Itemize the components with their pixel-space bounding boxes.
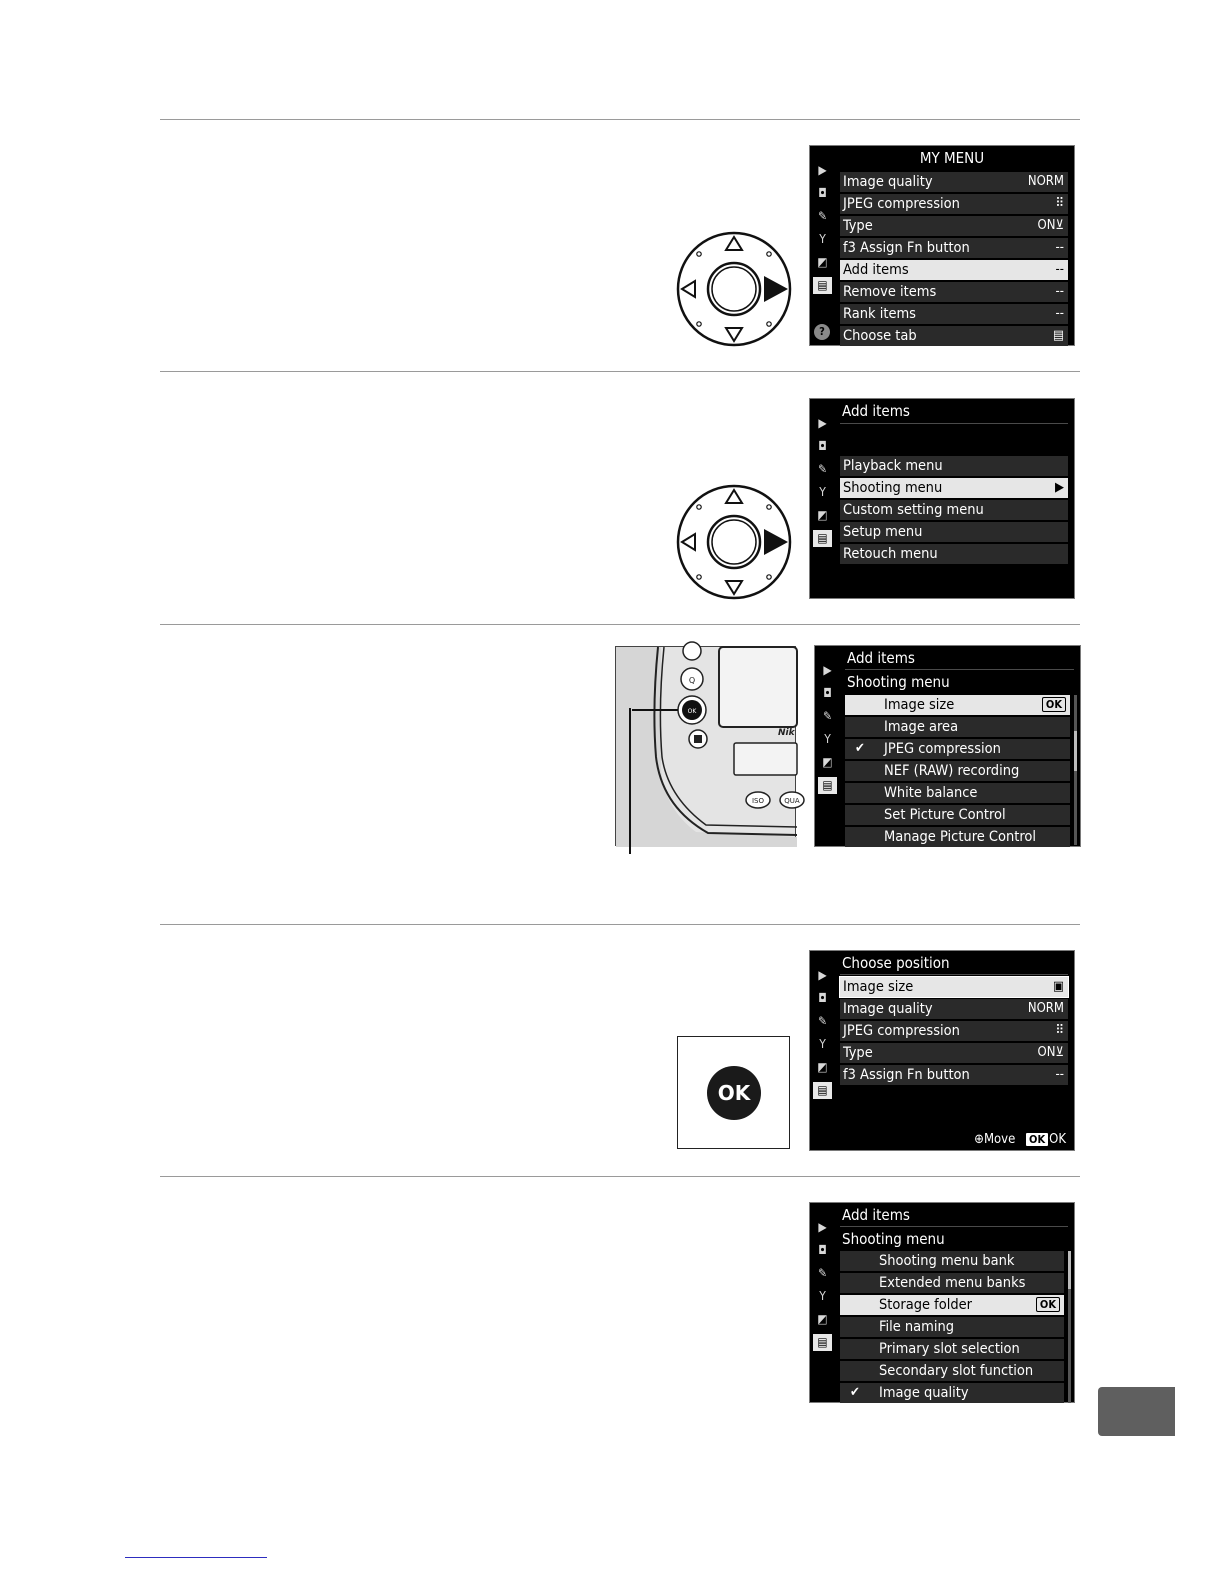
item-label: Shooting menu bank (879, 1253, 1015, 1269)
menu-item[interactable] (840, 1361, 1064, 1381)
menu-tabs (810, 146, 836, 345)
menu-item[interactable] (845, 805, 1070, 825)
menu-item-selected[interactable] (840, 478, 1068, 498)
pencil-icon[interactable]: ✎ (822, 709, 833, 723)
wrench-icon[interactable]: Y (819, 232, 826, 246)
choose-position-screen (809, 950, 1075, 1151)
item-label: Storage folder (879, 1297, 973, 1313)
item-label: White balance (884, 785, 978, 801)
screen-title: Add items (842, 402, 910, 420)
qual-text: QUA (784, 797, 800, 805)
add-items-screen (809, 398, 1075, 599)
screen-title: MY MENU (919, 149, 985, 167)
title-divider (840, 1226, 1068, 1227)
mymenu-icon[interactable]: ▤ (813, 1334, 832, 1351)
menu-item-selected[interactable] (840, 260, 1068, 280)
item-value: ON⊻ (1037, 218, 1064, 233)
item-label: Remove items (843, 284, 937, 300)
menu-item[interactable] (840, 1317, 1064, 1337)
menu-item-selected[interactable] (840, 1295, 1064, 1315)
ok-badge: OK (1025, 1132, 1049, 1147)
menu-item[interactable] (840, 1339, 1064, 1359)
camera-icon[interactable]: ◘ (818, 439, 827, 453)
screen-footer (974, 1131, 1066, 1149)
menu-item[interactable] (845, 827, 1070, 847)
wrench-icon[interactable]: Y (819, 485, 826, 499)
item-label: JPEG compression (843, 1023, 960, 1039)
footnote-link-rule (125, 1557, 267, 1558)
camera-icon[interactable]: ◘ (818, 1243, 827, 1257)
item-label: Image area (884, 719, 959, 735)
item-label: Image quality (843, 1001, 933, 1017)
ok-badge: OK (1042, 697, 1066, 712)
menu-item-checked[interactable] (840, 1383, 1064, 1403)
ok-badge: OK (1036, 1297, 1060, 1312)
menu-item-checked[interactable] (845, 739, 1070, 759)
pencil-icon[interactable]: ✎ (817, 462, 828, 476)
multi-selector-icon: ⊕ (974, 1132, 984, 1147)
pencil-icon[interactable]: ✎ (817, 1014, 828, 1028)
item-label: f3 Assign Fn button (843, 240, 970, 256)
brand-text: Nik (778, 728, 795, 738)
menu-item[interactable]: Retouch menu (840, 544, 1068, 564)
title-divider (840, 423, 1068, 424)
scrollbar-thumb[interactable] (1074, 731, 1077, 771)
menu-item[interactable] (845, 717, 1070, 737)
menu-item[interactable] (840, 326, 1068, 346)
menu-item[interactable] (840, 1065, 1068, 1085)
divider (160, 624, 1080, 625)
item-value: ▤ (1052, 328, 1064, 343)
ok-hint: OK (1049, 1132, 1066, 1147)
screen-title: Add items (847, 649, 915, 667)
retouch-icon[interactable]: ◩ (817, 1060, 828, 1074)
mymenu-icon[interactable]: ▤ (813, 277, 832, 294)
menu-item[interactable] (840, 304, 1068, 324)
item-label: Primary slot selection (879, 1341, 1020, 1357)
item-value: -- (1055, 284, 1064, 299)
menu-item[interactable] (840, 238, 1068, 258)
scrollbar-thumb[interactable] (1068, 1251, 1071, 1289)
retouch-icon[interactable]: ◩ (822, 755, 833, 769)
item-value: ⠿ (1055, 196, 1064, 211)
item-label: Image quality (843, 174, 933, 190)
menu-item[interactable]: Playback menu (840, 456, 1068, 476)
move-hint: Move (983, 1132, 1016, 1147)
svg-text:Q: Q (688, 676, 696, 685)
ok-text: OK (687, 708, 697, 715)
menu-item[interactable]: Setup menu (840, 522, 1068, 542)
item-label: Rank items (843, 306, 916, 322)
divider (160, 924, 1080, 925)
multi-selector-right-icon (675, 483, 793, 601)
menu-item-selected[interactable] (840, 977, 1068, 997)
item-value: -- (1055, 262, 1064, 277)
camera-icon[interactable]: ◘ (818, 186, 827, 200)
menu-item[interactable] (840, 1251, 1064, 1271)
wrench-icon[interactable]: Y (819, 1289, 826, 1303)
item-label: NEF (RAW) recording (884, 763, 1020, 779)
wrench-icon[interactable]: Y (819, 1037, 826, 1051)
menu-item[interactable] (840, 194, 1068, 214)
iso-text: ISO (751, 797, 765, 805)
wrench-icon[interactable]: Y (824, 732, 831, 746)
ok-button: OK (707, 1066, 761, 1120)
camera-back-illustration (615, 646, 800, 846)
screen-subtitle: Shooting menu (842, 1230, 945, 1248)
item-label: Set Picture Control (884, 807, 1006, 823)
playback-icon[interactable]: ▶ (818, 163, 827, 177)
item-value: ON⊻ (1037, 1045, 1064, 1060)
screen-title: Choose position (842, 954, 950, 972)
pencil-icon[interactable]: ✎ (817, 1266, 828, 1280)
camera-drawing (616, 647, 800, 847)
menu-tabs (810, 399, 836, 598)
menu-item[interactable]: Custom setting menu (840, 500, 1068, 520)
playback-icon[interactable]: ▶ (818, 416, 827, 430)
menu-item[interactable] (840, 999, 1068, 1019)
divider (160, 371, 1080, 372)
mymenu-icon[interactable]: ▤ (818, 777, 837, 794)
item-label: Type (843, 1045, 873, 1061)
item-value: ⠿ (1055, 1023, 1064, 1038)
menu-item[interactable] (845, 783, 1070, 803)
chevron-right-icon: ▶ (1055, 480, 1064, 495)
item-label: Secondary slot function (879, 1363, 1034, 1379)
retouch-icon[interactable]: ◩ (817, 1312, 828, 1326)
camera-icon[interactable]: ◘ (818, 991, 827, 1005)
divider (160, 1176, 1080, 1177)
mymenu-icon[interactable]: ▤ (813, 1082, 832, 1099)
item-value: -- (1055, 240, 1064, 255)
divider (160, 119, 1080, 120)
item-label: f3 Assign Fn button (843, 1067, 970, 1083)
pencil-icon[interactable]: ✎ (817, 209, 828, 223)
retouch-icon[interactable]: ◩ (817, 508, 828, 522)
item-value: ▣ (1052, 979, 1064, 994)
screen-title: Add items (842, 1206, 910, 1224)
item-value: -- (1055, 1067, 1064, 1082)
section-thumb-tab[interactable] (1098, 1387, 1175, 1436)
item-label: Type (843, 218, 873, 234)
item-label: Add items (843, 262, 909, 278)
camera-icon[interactable]: ◘ (823, 686, 832, 700)
menu-item[interactable] (845, 761, 1070, 781)
my-menu-screen (809, 145, 1075, 346)
checkmark-icon: ✔ (850, 1385, 860, 1400)
multi-selector-right-icon (675, 230, 793, 348)
screen-subtitle: Shooting menu (847, 673, 950, 691)
item-label: Manage Picture Control (884, 829, 1037, 845)
checkmark-icon: ✔ (855, 741, 865, 756)
callout-line (629, 708, 631, 854)
title-divider (845, 669, 1074, 670)
menu-item[interactable] (840, 1273, 1064, 1293)
menu-tabs (810, 951, 836, 1150)
menu-tabs (815, 646, 841, 846)
item-label: JPEG compression (884, 741, 1001, 757)
add-items-shooting-screen (814, 645, 1081, 847)
menu-item-selected[interactable] (845, 695, 1070, 715)
item-value: NORM (1027, 174, 1064, 189)
playback-icon[interactable]: ▶ (818, 968, 827, 982)
playback-icon[interactable]: ▶ (818, 1220, 827, 1234)
menu-item[interactable] (840, 172, 1068, 192)
title-divider (840, 974, 1068, 975)
mymenu-icon[interactable]: ▤ (813, 530, 832, 547)
item-label: Image quality (879, 1385, 969, 1401)
add-items-shooting-screen-2 (809, 1202, 1075, 1403)
menu-item[interactable] (840, 282, 1068, 302)
ok-button-illustration (677, 1036, 790, 1149)
item-label: Image size (884, 697, 955, 713)
help-icon[interactable]: ? (814, 324, 830, 340)
item-value: -- (1055, 306, 1064, 321)
menu-tabs (810, 1203, 836, 1402)
item-label: JPEG compression (843, 196, 960, 212)
playback-icon[interactable]: ▶ (823, 663, 832, 677)
item-label: File naming (879, 1319, 955, 1335)
retouch-icon[interactable]: ◩ (817, 255, 828, 269)
item-label: Shooting menu (843, 480, 943, 496)
item-label: Choose tab (843, 328, 917, 344)
item-value: NORM (1027, 1001, 1064, 1016)
menu-item[interactable] (840, 216, 1068, 236)
menu-item[interactable] (840, 1021, 1068, 1041)
menu-item[interactable] (840, 1043, 1068, 1063)
item-label: Image size (843, 979, 914, 995)
item-label: Extended menu banks (879, 1275, 1026, 1291)
